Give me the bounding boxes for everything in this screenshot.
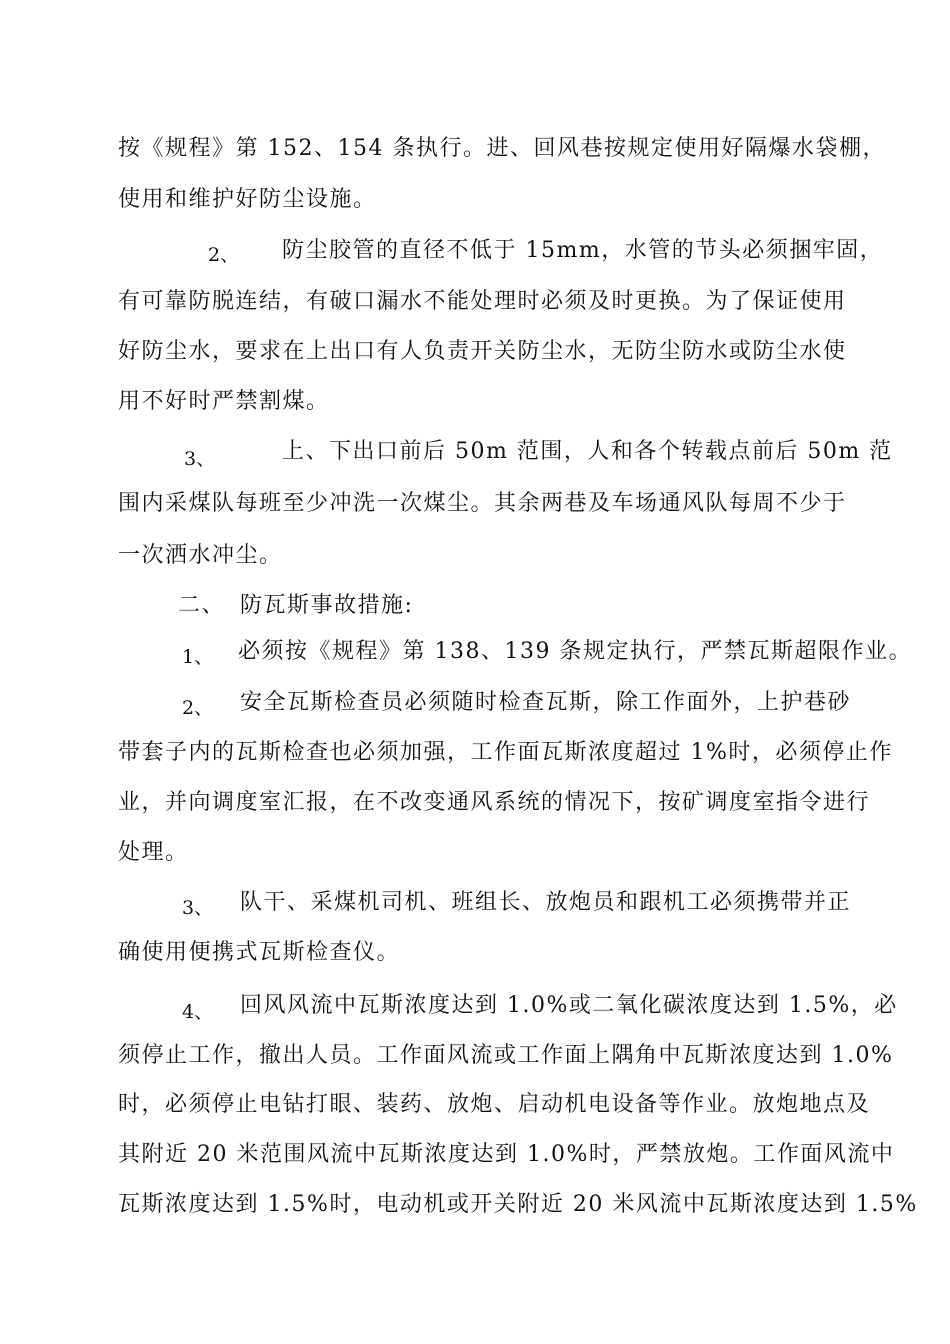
item-number: 2、 [182,697,214,719]
text-line: 回风风流中瓦斯浓度达到 1.0%或二氧化碳浓度达到 1.5%，必 [240,993,898,1018]
text-line: 安全瓦斯检查员必须随时检查瓦斯，除工作面外，上护巷砂 [240,690,852,715]
text-line: 用不好时严禁割煤。 [118,389,330,414]
text-line: 围内采煤队每班至少冲洗一次煤尘。其余两巷及车场通风队每周不少于 [118,491,847,516]
section-number: 二、 [178,593,226,618]
text-line: 必须按《规程》第 138、139 条规定执行，严禁瓦斯超限作业。 [238,639,912,664]
item-number: 3、 [184,448,216,470]
text-line: 队干、采煤机司机、班组长、放炮员和跟机工必须携带并正 [240,890,852,915]
section-heading: 防瓦斯事故措施: [240,593,414,618]
item-number: 2、 [208,244,240,266]
text-line: 其附近 20 米范围风流中瓦斯浓度达到 1.0%时，严禁放炮。工作面风流中 [118,1142,895,1167]
text-line: 按《规程》第 152、154 条执行。进、回风巷按规定使用好隔爆水袋棚， [118,136,886,161]
text-line: 好防尘水，要求在上出口有人负责开关防尘水，无防尘防水或防尘水使 [118,339,847,364]
text-line: 带套子内的瓦斯检查也必须加强，工作面瓦斯浓度超过 1%时，必须停止作 [118,740,893,765]
text-line: 业，并向调度室汇报，在不改变通风系统的情况下，按矿调度室指令进行 [118,790,871,815]
text-line: 使用和维护好防尘设施。 [118,187,377,212]
text-line: 上、下出口前后 50m 范围，人和各个转载点前后 50m 范 [282,439,893,464]
text-line: 一次洒水冲尘。 [118,543,283,568]
text-line: 时，必须停止电钻打眼、装药、放炮、启动机电设备等作业。放炮地点及 [118,1092,871,1117]
item-number: 4、 [182,1001,214,1023]
text-line: 有可靠防脱连结，有破口漏水不能处理时必须及时更换。为了保证使用 [118,289,847,314]
text-line: 确使用便携式瓦斯检查仪。 [118,940,401,965]
text-line: 处理。 [118,840,189,865]
text-line: 须停止工作，撤出人员。工作面风流或工作面上隅角中瓦斯浓度达到 1.0% [118,1043,894,1068]
item-number: 3、 [182,897,214,919]
text-line: 防尘胶管的直径不低于 15mm，水管的节头必须捆牢固， [282,238,884,263]
item-number: 1、 [182,646,214,668]
text-line: 瓦斯浓度达到 1.5%时，电动机或开关附近 20 米风流中瓦斯浓度达到 1.5% [118,1192,918,1217]
